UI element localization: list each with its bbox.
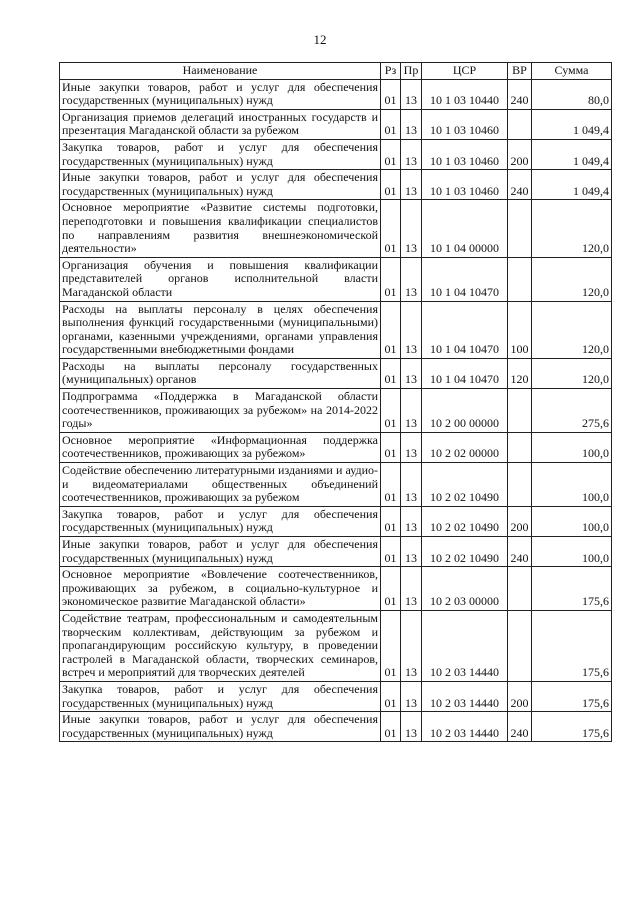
- cell-rz: 01: [381, 681, 401, 711]
- cell-sum: 100,0: [532, 506, 612, 536]
- cell-vr: 200: [508, 681, 532, 711]
- table-row: [60, 537, 612, 567]
- cell-sum: 1 049,4: [532, 109, 612, 139]
- cell-csr: 10 2 03 14440: [422, 610, 508, 681]
- budget-table: [59, 62, 612, 742]
- header-csr: ЦСР: [422, 63, 508, 80]
- cell-name: Расходы на выплаты персоналу в целях обеспечения выполнения функций государственными (муниципальными) органами, казенными учреждениями, органами управления государственными внебюджетными фондами: [60, 301, 381, 358]
- table-header-row: [60, 63, 612, 80]
- cell-csr: 10 2 03 14440: [422, 712, 508, 742]
- cell-name: Организация обучения и повышения квалификации представителей органов исполнительной власти Магаданской области: [60, 257, 381, 301]
- cell-vr: 240: [508, 537, 532, 567]
- cell-sum: 100,0: [532, 432, 612, 462]
- cell-sum: 175,6: [532, 681, 612, 711]
- cell-rz: 01: [381, 463, 401, 507]
- table-row: [60, 170, 612, 200]
- cell-rz: 01: [381, 109, 401, 139]
- cell-csr: 10 1 04 10470: [422, 257, 508, 301]
- cell-sum: 80,0: [532, 79, 612, 109]
- cell-sum: 1 049,4: [532, 170, 612, 200]
- cell-sum: 1 049,4: [532, 139, 612, 169]
- cell-vr: 120: [508, 358, 532, 388]
- table-body: [60, 79, 612, 742]
- cell-pr: 13: [401, 257, 422, 301]
- cell-csr: 10 2 00 00000: [422, 389, 508, 433]
- cell-rz: 01: [381, 567, 401, 611]
- cell-name: Расходы на выплаты персоналу государственных (муниципальных) органов: [60, 358, 381, 388]
- header-rz: Рз: [381, 63, 401, 80]
- cell-rz: 01: [381, 358, 401, 388]
- cell-rz: 01: [381, 257, 401, 301]
- table-row: [60, 567, 612, 611]
- cell-pr: 13: [401, 432, 422, 462]
- cell-vr: 240: [508, 79, 532, 109]
- cell-name: Закупка товаров, работ и услуг для обеспечения государственных (муниципальных) нужд: [60, 139, 381, 169]
- cell-name: Подпрограмма «Поддержка в Магаданской области соотечественников, проживающих за рубежом» на 2014-2022 годы»: [60, 389, 381, 433]
- table-row: [60, 358, 612, 388]
- cell-rz: 01: [381, 537, 401, 567]
- cell-name: Иные закупки товаров, работ и услуг для обеспечения государственных (муниципальных) нужд: [60, 170, 381, 200]
- cell-sum: 120,0: [532, 358, 612, 388]
- cell-pr: 13: [401, 506, 422, 536]
- table-row: [60, 301, 612, 358]
- cell-csr: 10 1 03 10460: [422, 170, 508, 200]
- cell-pr: 13: [401, 681, 422, 711]
- cell-name: Основное мероприятие «Информационная поддержка соотечественников, проживающих за рубежом»: [60, 432, 381, 462]
- cell-pr: 13: [401, 200, 422, 257]
- cell-vr: [508, 200, 532, 257]
- table-row: [60, 681, 612, 711]
- table-row: [60, 506, 612, 536]
- cell-name: Иные закупки товаров, работ и услуг для обеспечения государственных (муниципальных) нужд: [60, 712, 381, 742]
- cell-rz: 01: [381, 610, 401, 681]
- cell-vr: [508, 257, 532, 301]
- header-vr: ВР: [508, 63, 532, 80]
- cell-name: Иные закупки товаров, работ и услуг для обеспечения государственных (муниципальных) нужд: [60, 79, 381, 109]
- table-row: [60, 432, 612, 462]
- cell-pr: 13: [401, 109, 422, 139]
- cell-sum: 120,0: [532, 257, 612, 301]
- cell-name: Закупка товаров, работ и услуг для обеспечения государственных (муниципальных) нужд: [60, 506, 381, 536]
- cell-sum: 120,0: [532, 200, 612, 257]
- page-number: 12: [313, 32, 327, 47]
- cell-csr: 10 1 03 10440: [422, 79, 508, 109]
- cell-vr: [508, 389, 532, 433]
- cell-pr: 13: [401, 567, 422, 611]
- cell-pr: 13: [401, 301, 422, 358]
- table-row: [60, 610, 612, 681]
- cell-pr: 13: [401, 389, 422, 433]
- header-sum: Сумма: [532, 63, 612, 80]
- table-row: [60, 712, 612, 742]
- cell-name: Закупка товаров, работ и услуг для обеспечения государственных (муниципальных) нужд: [60, 681, 381, 711]
- cell-csr: 10 2 02 00000: [422, 432, 508, 462]
- cell-name: Содействие обеспечению литературными изданиями и аудио- и видеоматериалами общественных объединений соотечественников, проживающих за рубежом: [60, 463, 381, 507]
- table-row: [60, 200, 612, 257]
- cell-rz: 01: [381, 200, 401, 257]
- cell-rz: 01: [381, 389, 401, 433]
- cell-csr: 10 2 03 00000: [422, 567, 508, 611]
- cell-name: Иные закупки товаров, работ и услуг для обеспечения государственных (муниципальных) нужд: [60, 537, 381, 567]
- cell-pr: 13: [401, 463, 422, 507]
- cell-pr: 13: [401, 170, 422, 200]
- cell-csr: 10 1 03 10460: [422, 139, 508, 169]
- cell-pr: 13: [401, 79, 422, 109]
- cell-name: Организация приемов делегаций иностранных государств и презентация Магаданской области за рубежом: [60, 109, 381, 139]
- cell-name: Основное мероприятие «Развитие системы подготовки, переподготовки и повышения квалификации специалистов по направлениям развития внешнеэкономической деятельности»: [60, 200, 381, 257]
- cell-csr: 10 2 03 14440: [422, 681, 508, 711]
- cell-vr: [508, 432, 532, 462]
- cell-csr: 10 1 04 10470: [422, 358, 508, 388]
- cell-pr: 13: [401, 358, 422, 388]
- cell-vr: [508, 567, 532, 611]
- cell-rz: 01: [381, 506, 401, 536]
- cell-vr: [508, 463, 532, 507]
- table-row: [60, 257, 612, 301]
- cell-csr: 10 2 02 10490: [422, 537, 508, 567]
- cell-vr: 200: [508, 506, 532, 536]
- cell-pr: 13: [401, 712, 422, 742]
- cell-pr: 13: [401, 537, 422, 567]
- cell-sum: 175,6: [532, 610, 612, 681]
- cell-pr: 13: [401, 610, 422, 681]
- cell-name: Основное мероприятие «Вовлечение соотечественников, проживающих за рубежом, в социально-культурное и экономическое развитие Магаданской области»: [60, 567, 381, 611]
- cell-csr: 10 2 02 10490: [422, 463, 508, 507]
- cell-name: Содействие театрам, профессиональным и самодеятельным творческим коллективам, действующим за рубежом и пропагандирующим российскую культуру, в проведении гастролей в Магаданской области, творческих семинаров, встреч и мероприятий для творческих деятелей: [60, 610, 381, 681]
- cell-rz: 01: [381, 432, 401, 462]
- cell-sum: 275,6: [532, 389, 612, 433]
- table-row: [60, 389, 612, 433]
- cell-vr: 200: [508, 139, 532, 169]
- cell-sum: 175,6: [532, 567, 612, 611]
- table-row: [60, 109, 612, 139]
- cell-sum: 100,0: [532, 463, 612, 507]
- cell-pr: 13: [401, 139, 422, 169]
- cell-csr: 10 1 04 00000: [422, 200, 508, 257]
- cell-rz: 01: [381, 139, 401, 169]
- cell-csr: 10 2 02 10490: [422, 506, 508, 536]
- cell-rz: 01: [381, 170, 401, 200]
- cell-rz: 01: [381, 712, 401, 742]
- header-pr: Пр: [401, 63, 422, 80]
- table-row: [60, 79, 612, 109]
- cell-csr: 10 1 03 10460: [422, 109, 508, 139]
- cell-csr: 10 1 04 10470: [422, 301, 508, 358]
- table-row: [60, 463, 612, 507]
- header-name: Наименование: [60, 63, 381, 80]
- cell-rz: 01: [381, 301, 401, 358]
- cell-vr: [508, 109, 532, 139]
- cell-vr: [508, 610, 532, 681]
- cell-vr: 100: [508, 301, 532, 358]
- table-row: [60, 139, 612, 169]
- cell-sum: 100,0: [532, 537, 612, 567]
- cell-sum: 175,6: [532, 712, 612, 742]
- cell-vr: 240: [508, 712, 532, 742]
- cell-rz: 01: [381, 79, 401, 109]
- cell-sum: 120,0: [532, 301, 612, 358]
- cell-vr: 240: [508, 170, 532, 200]
